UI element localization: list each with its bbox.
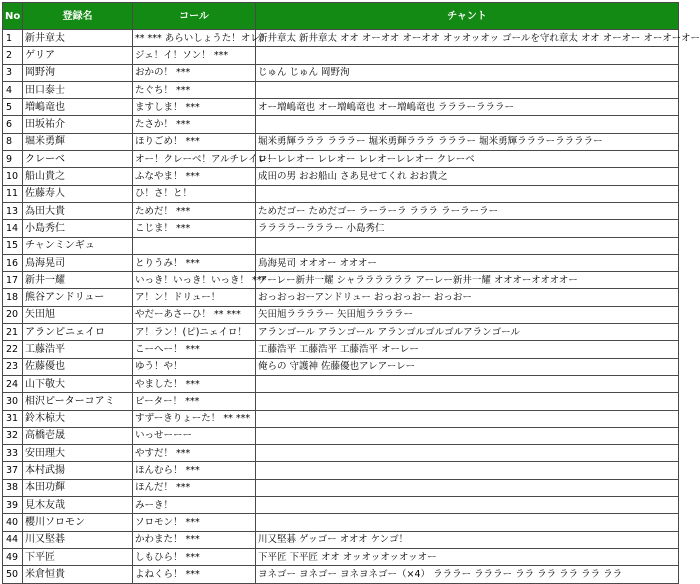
table-body <box>3 30 700 584</box>
name-cell: 安田理大 <box>23 445 133 462</box>
name-cell: 佐藤優也 <box>23 358 133 375</box>
name-cell: 増嶋竜也 <box>23 99 133 116</box>
no-cell: 4 <box>3 81 23 98</box>
no-cell: 22 <box>3 341 23 358</box>
call-cell: こじま！ *** <box>133 220 256 237</box>
no-cell: 49 <box>3 548 23 565</box>
header-row <box>3 3 679 30</box>
no-cell: 37 <box>3 462 23 479</box>
call-cell: ますしま！ *** <box>133 99 256 116</box>
no-cell: 16 <box>3 254 23 271</box>
call-cell: いっき！いっき！いっき！ *** <box>133 272 256 289</box>
name-cell: チャンミンギュ <box>23 237 133 254</box>
call-cell: ためだ！ *** <box>133 202 256 219</box>
name-cell: 船山貴之 <box>23 168 133 185</box>
chant-cell <box>256 393 679 410</box>
chant-cell <box>256 497 679 514</box>
call-cell: オー！クレーベ！アルチレイロ！ <box>133 151 256 168</box>
name-cell: 見木友哉 <box>23 497 133 514</box>
name-cell: 下平匠 <box>23 548 133 565</box>
call-cell: やだーあさーひ！ ** *** <box>133 306 256 323</box>
call-cell: ソロモン！ *** <box>133 514 256 531</box>
table-row <box>3 324 679 341</box>
no-cell: 5 <box>3 99 23 116</box>
no-cell: 31 <box>3 410 23 427</box>
no-cell: 32 <box>3 427 23 444</box>
call-cell: たさか！ *** <box>133 116 256 133</box>
table-row <box>3 566 679 583</box>
chant-cell: ララララーラララー 小島秀仁 <box>256 220 679 237</box>
no-cell: 9 <box>3 151 23 168</box>
no-cell: 30 <box>3 393 23 410</box>
no-cell: 33 <box>3 445 23 462</box>
chant-cell: 下平匠 下平匠 オオ オッオッオッオッオー <box>256 548 679 565</box>
table-row <box>3 531 679 548</box>
call-cell: おかの！ *** <box>133 64 256 81</box>
call-cell: ** *** あらいしょうた！オレ！ <box>133 30 256 47</box>
table-row <box>3 341 679 358</box>
call-cell: とりうみ！ *** <box>133 254 256 271</box>
no-cell: 40 <box>3 514 23 531</box>
call-cell: ひ！さ！と！ <box>133 185 256 202</box>
no-cell: 21 <box>3 324 23 341</box>
chant-cell: ヨネゴー ヨネゴー ヨネヨネゴー（×4） ラララー ラララー ララ ララ ララ ララ ララ <box>256 566 679 583</box>
chant-cell <box>256 116 679 133</box>
table-row <box>3 272 679 289</box>
table-row <box>3 185 679 202</box>
table-row <box>3 410 679 427</box>
chant-cell: レーレレオー レレオー レレオーレレオー クレーベ <box>256 151 679 168</box>
no-cell: 17 <box>3 272 23 289</box>
name-cell: 米倉恒貴 <box>23 566 133 583</box>
table-row <box>3 116 679 133</box>
no-cell: 38 <box>3 479 23 496</box>
name-cell: 高橋壱晟 <box>23 427 133 444</box>
table-row <box>3 30 679 47</box>
no-cell: 11 <box>3 185 23 202</box>
table-row <box>3 462 679 479</box>
no-cell: 3 <box>3 64 23 81</box>
table-row <box>3 427 679 444</box>
table-row <box>3 254 679 271</box>
name-cell: 佐藤寿人 <box>23 185 133 202</box>
table-row <box>3 202 679 219</box>
chant-cell <box>256 427 679 444</box>
no-cell: 8 <box>3 133 23 150</box>
chant-table-container <box>2 2 700 584</box>
name-cell: 本村武揚 <box>23 462 133 479</box>
call-cell: しもひら！ *** <box>133 548 256 565</box>
name-cell: 岡野洵 <box>23 64 133 81</box>
chant-cell: おっおっおーアンドリュー おっおっおー おっおー <box>256 289 679 306</box>
name-cell: 相沢ピーターコアミ <box>23 393 133 410</box>
chant-cell <box>256 410 679 427</box>
table-row <box>3 393 679 410</box>
table-row <box>3 133 679 150</box>
call-cell: よねくら！ *** <box>133 566 256 583</box>
chant-cell: 鳥海晃司 オオオー オオオー <box>256 254 679 271</box>
table-row <box>3 99 679 116</box>
call-cell: こーへー！ *** <box>133 341 256 358</box>
name-cell: 小島秀仁 <box>23 220 133 237</box>
no-cell: 6 <box>3 116 23 133</box>
name-cell: 本田功輝 <box>23 479 133 496</box>
chant-cell <box>256 445 679 462</box>
table-row <box>3 497 679 514</box>
table-row <box>3 151 679 168</box>
name-cell: 工藤浩平 <box>23 341 133 358</box>
chant-cell: 堀米勇輝ラララ ラララー 堀米勇輝ラララ ラララー 堀米勇輝ラララーララララー <box>256 133 679 150</box>
call-cell: ア！ラン！(ピ)ニェイロ！ <box>133 324 256 341</box>
no-cell: 10 <box>3 168 23 185</box>
call-cell <box>133 237 256 254</box>
table-row <box>3 479 679 496</box>
no-cell: 1 <box>3 30 23 47</box>
no-cell: 23 <box>3 358 23 375</box>
chant-table <box>2 2 700 584</box>
table-row <box>3 47 679 64</box>
header-call: コール <box>133 3 256 30</box>
no-cell: 50 <box>3 566 23 583</box>
call-cell: ほんだ！ *** <box>133 479 256 496</box>
table-row <box>3 64 679 81</box>
name-cell: 熊谷アンドリュー <box>23 289 133 306</box>
name-cell: 川又堅碁 <box>23 531 133 548</box>
call-cell: ピーター！ *** <box>133 393 256 410</box>
call-cell: やました！ *** <box>133 375 256 392</box>
chant-cell: ためだゴー ためだゴー ラーラーラ ラララ ラーラーラー <box>256 202 679 219</box>
name-cell: クレーベ <box>23 151 133 168</box>
table-row <box>3 358 679 375</box>
call-cell: みーき！ <box>133 497 256 514</box>
chant-cell <box>256 479 679 496</box>
name-cell: 矢田旭 <box>23 306 133 323</box>
header-name: 登録名 <box>23 3 133 30</box>
no-cell: 13 <box>3 202 23 219</box>
name-cell: 田坂祐介 <box>23 116 133 133</box>
call-cell: ふなやま！ *** <box>133 168 256 185</box>
chant-cell: 成田の男 おお船山 さあ見せてくれ おお貴之 <box>256 168 679 185</box>
name-cell: アランピニェイロ <box>23 324 133 341</box>
chant-cell: 川又堅碁 ゲッゴー オオオ ケンゴ！ <box>256 531 679 548</box>
no-cell: 24 <box>3 375 23 392</box>
call-cell: ジェ！イ！ソン！ *** <box>133 47 256 64</box>
name-cell: 櫻川ソロモン <box>23 514 133 531</box>
no-cell: 20 <box>3 306 23 323</box>
no-cell: 18 <box>3 289 23 306</box>
no-cell: 39 <box>3 497 23 514</box>
name-cell: 鳥海晃司 <box>23 254 133 271</box>
name-cell: 堀米勇輝 <box>23 133 133 150</box>
call-cell: かわまた！ *** <box>133 531 256 548</box>
header-no: No <box>3 3 23 30</box>
call-cell: いっせーーー <box>133 427 256 444</box>
name-cell: ゲリア <box>23 47 133 64</box>
table-row <box>3 289 679 306</box>
chant-cell: 矢田旭ララララー 矢田旭ララララー <box>256 306 679 323</box>
chant-cell <box>256 185 679 202</box>
chant-cell: 工藤浩平 工藤浩平 工藤浩平 オーレー <box>256 341 679 358</box>
chant-cell <box>256 81 679 98</box>
name-cell: 新井一耀 <box>23 272 133 289</box>
table-row <box>3 168 679 185</box>
name-cell: 為田大貴 <box>23 202 133 219</box>
chant-cell: アランゴール アランゴール アランゴルゴルゴルアランゴール <box>256 324 679 341</box>
table-row <box>3 375 679 392</box>
chant-cell <box>256 375 679 392</box>
call-cell: やすだ！ *** <box>133 445 256 462</box>
name-cell: 新井章太 <box>23 30 133 47</box>
call-cell: すずーきりょーた！ ** *** <box>133 410 256 427</box>
chant-cell <box>256 514 679 531</box>
no-cell: 2 <box>3 47 23 64</box>
name-cell: 山下敬大 <box>23 375 133 392</box>
name-cell: 田口泰士 <box>23 81 133 98</box>
table-row <box>3 445 679 462</box>
table-row <box>3 514 679 531</box>
no-cell: 15 <box>3 237 23 254</box>
table-row <box>3 81 679 98</box>
chant-cell <box>256 462 679 479</box>
chant-cell: 新井章太 新井章太 オオ オーオオ オーオオ オッオッオッ ゴールを守れ章太 オオ オーオー オーオーオー <box>256 30 679 47</box>
header-chant: チャント <box>256 3 679 30</box>
no-cell: 14 <box>3 220 23 237</box>
call-cell: ほりごめ！ *** <box>133 133 256 150</box>
no-cell: 44 <box>3 531 23 548</box>
chant-cell: じゅん じゅん 岡野洵 <box>256 64 679 81</box>
table-row <box>3 237 679 254</box>
table-row <box>3 548 679 565</box>
table-row <box>3 220 679 237</box>
call-cell: ほんむら！ *** <box>133 462 256 479</box>
chant-cell <box>256 237 679 254</box>
call-cell: ア！ン！ドリュー！ <box>133 289 256 306</box>
call-cell: たぐち！ *** <box>133 81 256 98</box>
chant-cell <box>256 47 679 64</box>
call-cell: ゆう！や！ <box>133 358 256 375</box>
table-row <box>3 306 679 323</box>
chant-cell: アーレー新井一耀 シャララララララ アーレー新井一耀 オオオーオオオオー <box>256 272 679 289</box>
chant-cell: 俺らの 守護神 佐藤優也アレアーレー <box>256 358 679 375</box>
name-cell: 鈴木椋大 <box>23 410 133 427</box>
chant-cell: オー増嶋竜也 オー増嶋竜也 オー増嶋竜也 ラララーラララー <box>256 99 679 116</box>
